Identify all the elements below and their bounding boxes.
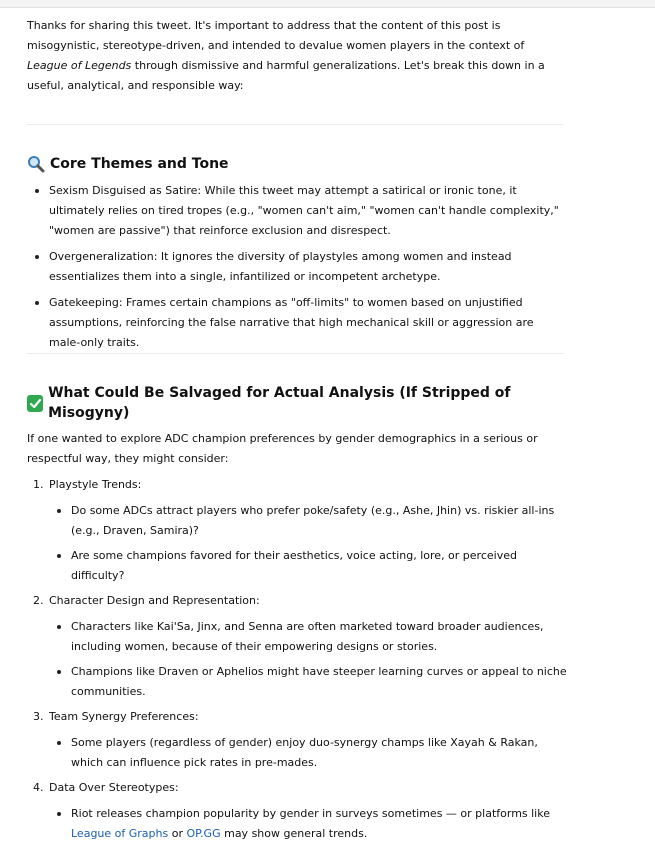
list-item-text: Champions like Draven or Aphelios might have steeper learning curves or appeal to niche communities. (71, 665, 567, 698)
numbered-item (27, 778, 567, 844)
section-title-text: What Could Be Salvaged for Actual Analysis (If Stripped of Misogyny) (48, 385, 511, 421)
check-mark-button-icon (27, 395, 43, 412)
sub-list (49, 733, 567, 773)
core-themes-list (27, 181, 567, 353)
league-of-graphs-link[interactable]: League of Graphs (71, 827, 169, 840)
list-item-text: Gatekeeping: Frames certain champions as "off-limits" to women based on unjustified assumptions, reinforcing the false narrative that high mechanical skill or aggression are male-only traits. (49, 296, 534, 349)
intro-paragraph (27, 16, 567, 96)
list-item (27, 181, 567, 241)
sub-list (49, 501, 567, 586)
magnifying-glass-icon (27, 155, 45, 173)
list-item-text: may show general trends. (220, 827, 368, 840)
sub-list (49, 617, 567, 702)
list-item-text: Characters like Kai'Sa, Jinx, and Senna are often marketed toward broader audiences, including women, because of their empowering designs or stories. (71, 620, 544, 653)
list-item-text: Overgeneralization: It ignores the diversity of playstyles among women and instead essentializes them into a single, infantilized or incompetent archetype. (49, 250, 512, 283)
numbered-item (27, 475, 567, 586)
analysis-steps-list (27, 475, 567, 844)
list-item (49, 617, 567, 657)
list-item (49, 501, 567, 541)
section-heading-salvaged-analysis (27, 383, 567, 423)
intro-game-title: League of Legends (27, 59, 132, 72)
section-heading-core-themes (27, 154, 567, 174)
list-item-text: Some players (regardless of gender) enjoy duo-synergy champs like Xayah & Rakan, which can influence pick rates in pre-mades. (71, 736, 538, 769)
item-number: 4. (33, 781, 44, 794)
item-number: 1. (33, 478, 44, 491)
analysis-intro-paragraph: If one wanted to explore ADC champion preferences by gender demographics in a serious or respectful way, they might consider: (27, 432, 538, 465)
intro-text-start: Thanks for sharing this tweet. It's important to address that the content of this post is misogynistic, stereotype-driven, and intended to devalue women players in the context of (27, 19, 525, 52)
list-item-text: Are some champions favored for their aesthetics, voice acting, lore, or perceived difficulty? (71, 549, 517, 582)
list-item-text: Riot releases champion popularity by gender in surveys sometimes — or platforms like (71, 807, 550, 820)
item-title: Team Synergy Preferences: (49, 710, 199, 723)
window-top-bar (0, 0, 655, 8)
list-item (27, 293, 567, 353)
list-item (49, 804, 567, 844)
item-number: 2. (33, 594, 44, 607)
sub-list (49, 804, 567, 844)
item-title: Character Design and Representation: (49, 594, 260, 607)
list-item (27, 247, 567, 287)
list-item (49, 662, 567, 702)
chat-response (27, 16, 567, 849)
numbered-item (27, 707, 567, 773)
section-divider (27, 124, 564, 125)
item-number: 3. (33, 710, 44, 723)
opgg-link[interactable]: OP.GG (186, 827, 221, 840)
list-item-text: or (168, 827, 187, 840)
section-title-text: Core Themes and Tone (50, 156, 229, 172)
intro-text-end: through dismissive and harmful generalizations. Let's break this down in a useful, analytical, and responsible way: (27, 59, 545, 92)
list-item (49, 733, 567, 773)
list-item (49, 546, 567, 586)
item-title: Playstyle Trends: (49, 478, 142, 491)
item-title: Data Over Stereotypes: (49, 781, 179, 794)
list-item-text: Sexism Disguised as Satire: While this tweet may attempt a satirical or ironic tone, it ultimately relies on tired tropes (e.g., "women can't aim," "women can't handle complexity," "women are passive") that reinforce exclusion and disrespect. (49, 184, 559, 237)
numbered-item (27, 591, 567, 702)
section-divider (27, 353, 564, 354)
list-item-text: Do some ADCs attract players who prefer poke/safety (e.g., Ashe, Jhin) vs. riskier all-ins (e.g., Draven, Samira)? (71, 504, 555, 537)
